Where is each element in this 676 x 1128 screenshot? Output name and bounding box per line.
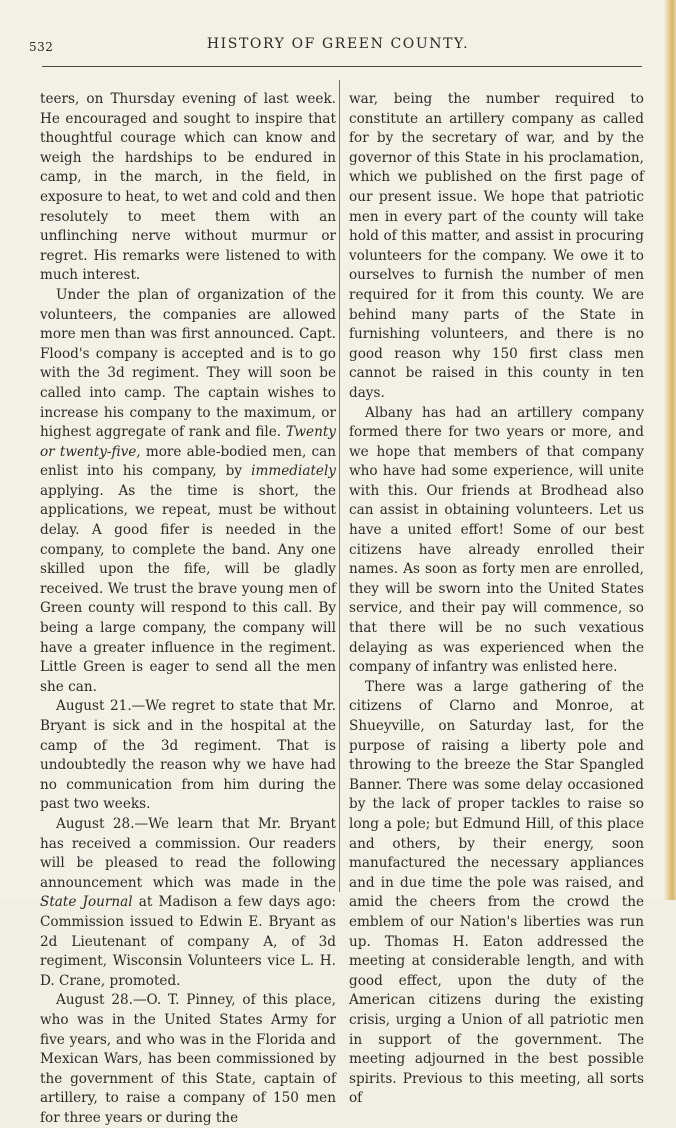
paragraph: teers, on Thursday evening of last week. He encouraged and sought to inspire that thoughtful courage which can know and weigh the hardships to be endured in camp, in the march, in the field, in exposure to heat, to wet and cold and then resolutely to meet them with an unflinching nerve without murmur or regret. His remarks were listened to with much interest. xyxy=(40,91,336,284)
paragraph xyxy=(40,815,336,991)
column-divider xyxy=(339,80,340,892)
paragraph: August 28.—O. T. Pinney, of this place, who was in the United States Army for five years, and who was in the Florida and Mexican Wars, has been commissioned by the government of this State, captain of artillery, to raise a company of 150 men for three years or during the xyxy=(40,992,336,1126)
text-run: applying. As the time is short, the applications, we repeat, must be without delay. A good fifer is needed in the company, to complete the band. Any one skilled upon the fife, will be gladly received. We trust the brave young men of Green county will respond to this call. By being a large company, the company will have a greater influence in the regiment. Little Green is eager to send all the men she can. xyxy=(40,482,336,695)
text-run: at Madison a few days ago: Commission issued to Edwin E. Bryant as 2d Lieutenant of company A, of 3d regiment, Wisconsin Volunteers vice L. H. D. Crane, promoted. xyxy=(40,894,336,989)
right-column xyxy=(349,90,644,1109)
header-rule xyxy=(42,66,642,67)
italic-text: Twenty or twenty-five, xyxy=(40,424,336,460)
paragraph: There was a large gathering of the citizens of Clarno and Monroe, at Shueyville, on Saturday last, for the purpose of raising a liberty pole and throwing to the breeze the Star Spangled Banner. There was some delay occasioned by the lack of proper tackles to raise so long a pole; but Edmund Hill, of this place and others, by their energy, soon manufactured the necessary appliances and in due time the pole was raised, and amid the cheers from the crowd the emblem of our Nation's liberties was run up. Thomas H. Eaton addressed the meeting at considerable length, and with good effect, upon the duty of the American citizens during the existing crisis, urging a Union of all patriotic men in support of the government. The meeting adjourned in the best possible spirits. Previous to this meeting, all sorts of xyxy=(349,678,644,1107)
running-title: HISTORY OF GREEN COUNTY. xyxy=(206,36,470,52)
text-run: more able-bodied men, can enlist into his company, by xyxy=(40,443,337,480)
paragraph: Albany has had an artillery company formed there for two years or more, and we hope that members of that company who have had some experience, will unite with this. Our friends at Brodhead also can assist in obtaining volunteers. Let us have a united effort! Some of our best citizens have already enrolled their names. As soon as forty men are enrolled, they will be sworn into the United States service, and their pay will commence, so that there will be no such vexatious delaying as was experienced when the company of infantry was enlisted here. xyxy=(349,404,644,676)
page-header xyxy=(0,36,676,58)
text-run: Under the plan of organization of the volunteers, the companies are allowed more men than was first announced. Capt. Flood's company is accepted and is to go with the 3d regiment. They will soon be called into camp. The captain wishes to increase his company to the maximum, or highest aggregate of rank and file. xyxy=(40,286,336,441)
page-number: 532 xyxy=(29,40,54,54)
paragraph: August 21.—We regret to state that Mr. Bryant is sick and in the hospital at the camp of the 3d regiment. That is undoubtedly the reason why we have had no communication from him during the past two weeks. xyxy=(40,698,336,813)
paragraph xyxy=(40,286,336,697)
left-column xyxy=(40,90,336,1128)
text-run: August 28.—We learn that Mr. Bryant has received a commission. Our readers will be pleased to read the following announcement which was made in the xyxy=(40,815,336,891)
italic-text: State Journal xyxy=(40,894,133,911)
paragraph: war, being the number required to constitute an artillery company as called for by the secretary of war, and by the governor of this State in his proclamation, which we published on the first page of our present issue. We hope that patriotic men in every part of the county will take hold of this matter, and assist in procuring volunteers for the company. We owe it to ourselves to furnish the number of men required for it from this county. We are behind many parts of the State in furnishing volunteers, and there is no good reason why 150 first class men cannot be raised in this county in ten days. xyxy=(349,91,644,401)
italic-text: immediately xyxy=(251,463,336,480)
page-edge xyxy=(664,0,676,900)
